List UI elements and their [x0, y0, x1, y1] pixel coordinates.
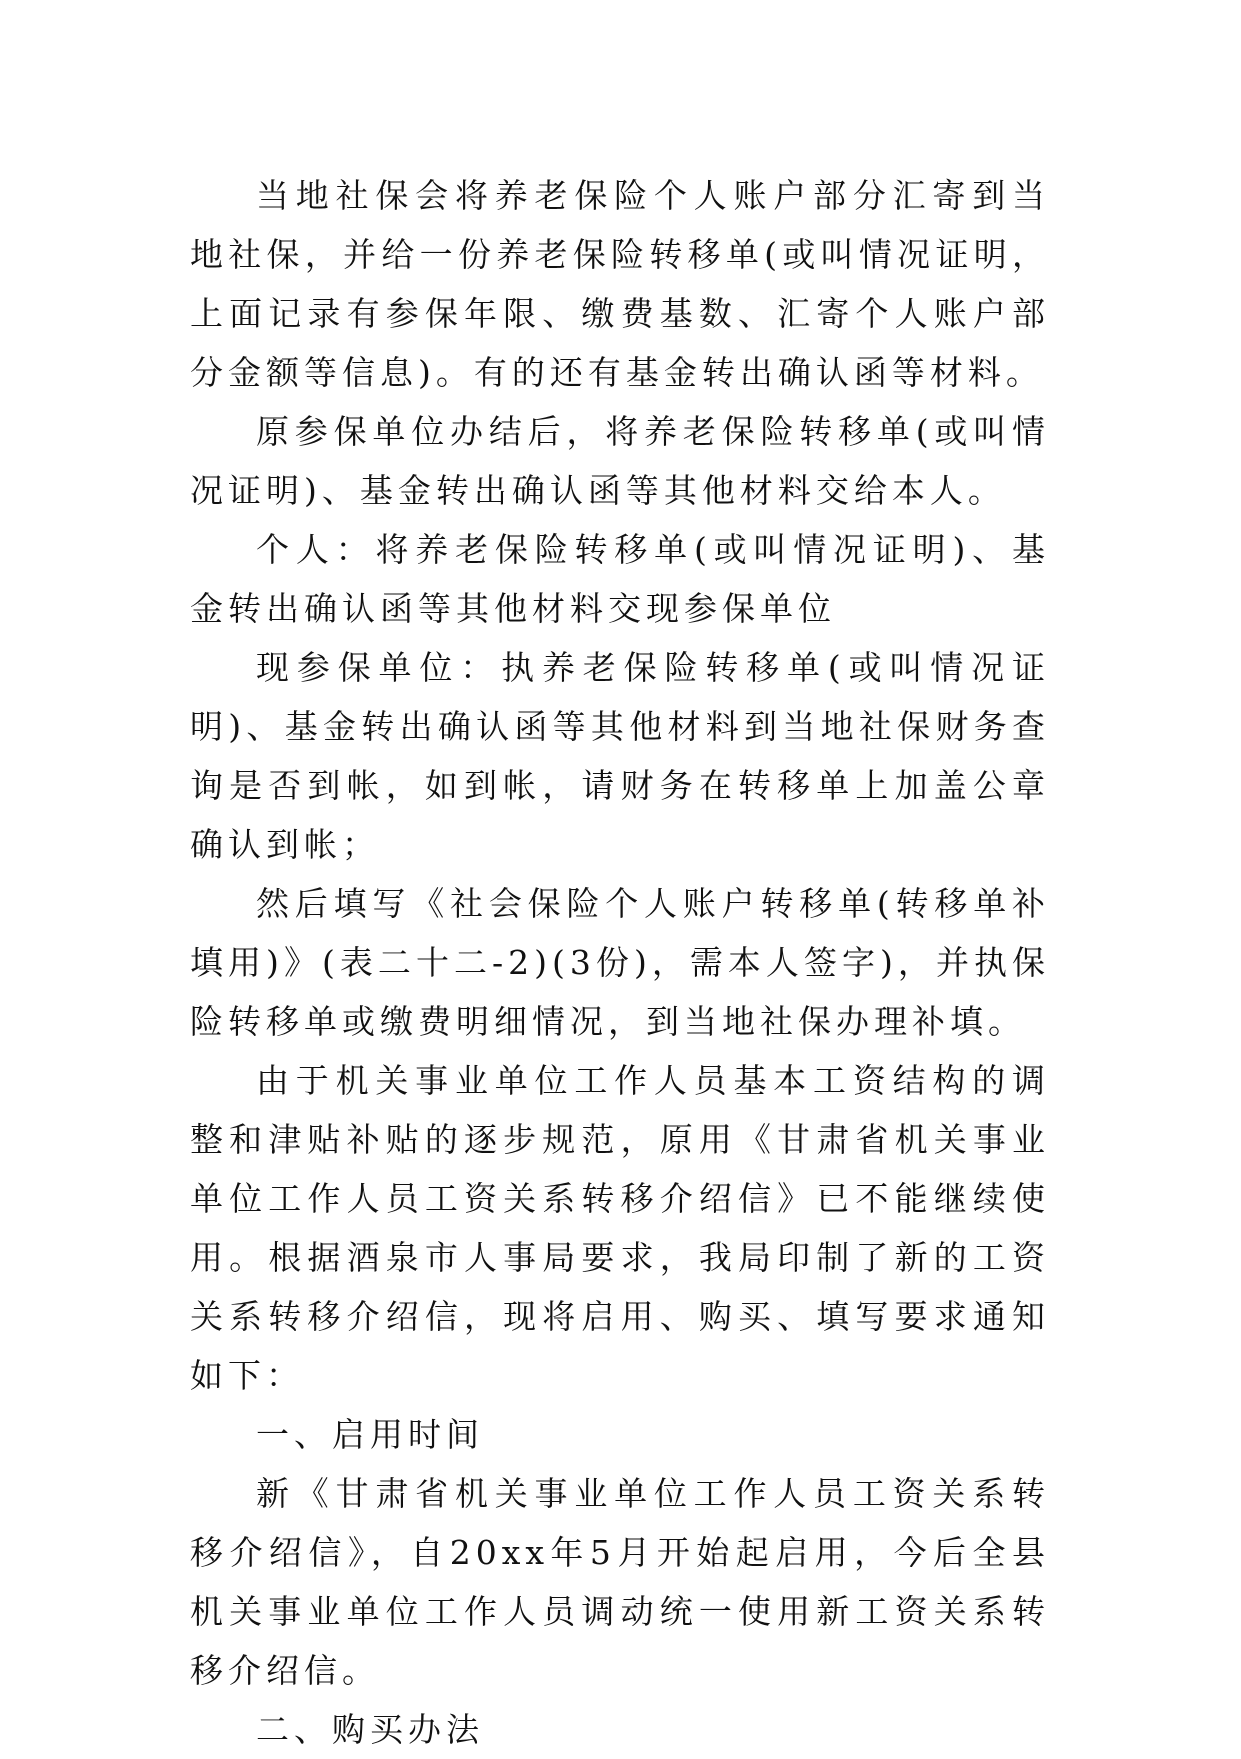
document-body: [190, 166, 1050, 1759]
paragraph-individual: 个人：将养老保险转移单(或叫情况证明)、基金转出确认函等其他材料交现参保单位: [190, 530, 1050, 628]
paragraph-current-unit: 现参保单位：执养老保险转移单(或叫情况证明)、基金转出确认函等其他材料到当地社保财务查询是否到帐，如到帐，请财务在转移单上加盖公章确认到帐；: [190, 648, 1050, 864]
paragraph-pension-transfer: 当地社保会将养老保险个人账户部分汇寄到当地社保，并给一份养老保险转移单(或叫情况证明，上面记录有参保年限、缴费基数、汇寄个人账户部分金额等信息)。有的还有基金转出确认函等材料。: [190, 176, 1050, 392]
paragraph-background: 由于机关事业单位工作人员基本工资结构的调整和津贴补贴的逐步规范，原用《甘肃省机关事业单位工作人员工资关系转移介绍信》已不能继续使用。根据酒泉市人事局要求，我局印制了新的工资关系转移介绍信，现将启用、购买、填写要求通知如下：: [190, 1061, 1050, 1395]
paragraph-start-time: 新《甘肃省机关事业单位工作人员工资关系转移介绍信》，自20xx年5月开始起启用，今后全县机关事业单位工作人员调动统一使用新工资关系转移介绍信。: [190, 1474, 1050, 1690]
heading-purchase-method: 二、购买办法: [256, 1710, 484, 1749]
heading-start-time: 一、启用时间: [256, 1415, 484, 1454]
paragraph-original-unit: 原参保单位办结后，将养老保险转移单(或叫情况证明)、基金转出确认函等其他材料交给本人。: [190, 412, 1050, 510]
paragraph-fill-form: 然后填写《社会保险个人账户转移单(转移单补填用)》(表二十二-2)(3份)，需本人签字)，并执保险转移单或缴费明细情况，到当地社保办理补填。: [190, 884, 1050, 1041]
